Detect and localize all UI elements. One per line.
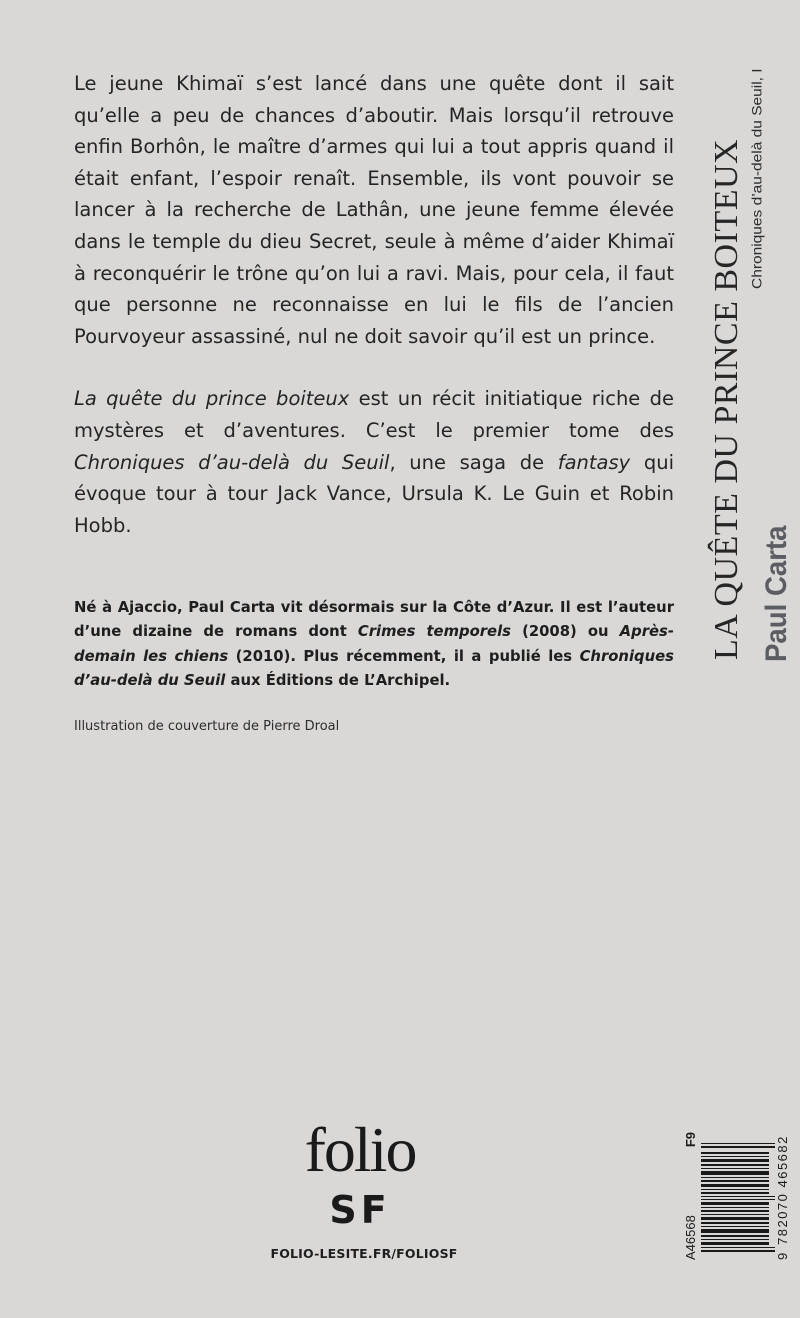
series-title-italic: Chroniques d’au-delà du Seuil	[74, 450, 390, 474]
price-code: F9	[683, 1132, 698, 1148]
book-title-italic: La quête du prince boiteux	[74, 387, 350, 411]
barcode-bars-icon	[701, 1140, 775, 1252]
bio-text: aux Éditions de L’Archipel.	[225, 671, 451, 689]
illustration-credit: Illustration de couverture de Pierre Droal	[74, 719, 340, 734]
folio-sf-logo	[300, 1114, 420, 1232]
spine-title: LA QUÊTE DU PRINCE BOITEUX	[708, 138, 745, 660]
blurb-paragraph-2	[74, 383, 674, 541]
sf-wordmark: SF	[329, 1188, 391, 1232]
barcode	[683, 1132, 795, 1260]
blurb-text: , une saga de	[389, 450, 558, 474]
spine-author: Paul Carta	[760, 525, 793, 662]
spine-subtitle: Chroniques d’au-delà du Seuil, I	[750, 68, 766, 289]
folio-wordmark: folio	[304, 1114, 416, 1185]
bio-text: Né à Ajaccio, Paul Carta vit désormais sur la Côte d’Azur. Il est l’auteur d’une dizaine de romans dont	[74, 599, 674, 641]
blurb-text: est un récit initiatique riche de mystères et d’aventures. C’est le premier tome des	[74, 387, 674, 442]
barcode-first-digit: 9	[775, 1252, 790, 1260]
bio-series: Chroniques d’au-delà du Seuil	[74, 647, 674, 689]
bio-book-2: Après-demain les chiens	[74, 623, 674, 665]
bio-text: (2008) ou	[510, 623, 620, 641]
bio-book-1: Crimes temporels	[357, 623, 511, 641]
blurb-paragraph-1: Le jeune Khimaï s’est lancé dans une quête dont il sait qu’elle a peu de chances d’aboutir. Mais lorsqu’il retrouve enfin Borhôn, le maître d’armes qui lui a tout appris quand il était enfant, l’espoir renaît. Ensemble, ils vont pouvoir se lancer à la recherche de Lathân, une jeune femme élevée dans le temple du dieu Secret, seule à même d’aider Khimaï à reconquérir le trône qu’on lui a ravi. Mais, pour cela, il faut que personne ne reconnaisse en lui le fils de l’ancien Pourvoyeur assassiné, nul ne doit savoir qu’il est un prince.	[74, 72, 674, 348]
product-code: A46568	[683, 1215, 698, 1260]
author-bio	[74, 596, 674, 693]
bio-text: (2010). Plus récemment, il a publié les	[228, 647, 580, 665]
blurb-text: qui évoque tour à tour Jack Vance, Ursula K. Le Guin et Robin Hobb.	[74, 450, 674, 537]
website-link[interactable]: FOLIO-LESITE.FR/FOLIOSF	[270, 1246, 458, 1261]
barcode-digits: 782070 465682	[775, 1135, 790, 1245]
blurb	[74, 68, 674, 541]
genre-italic: fantasy	[557, 450, 631, 474]
